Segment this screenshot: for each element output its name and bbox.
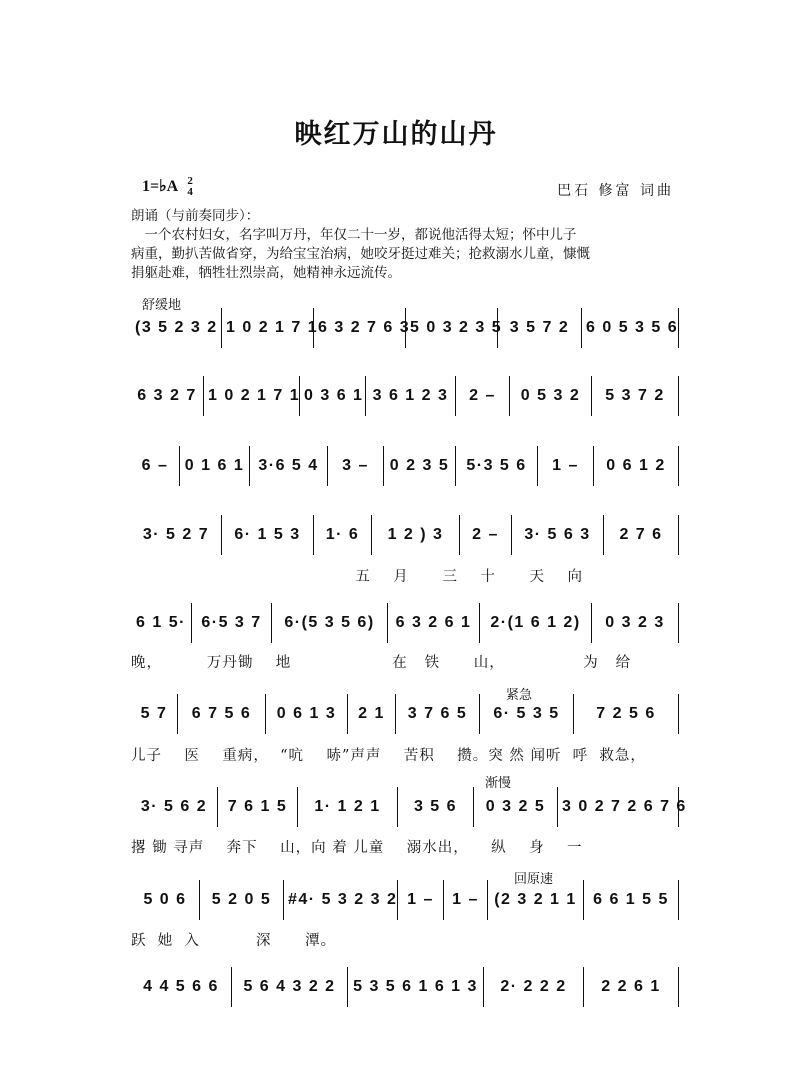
measure: 6 3 2 7: [137, 387, 197, 404]
measure: 3 5 6: [397, 787, 473, 827]
score-row-3: [131, 446, 679, 486]
measure: 2· 2 2 2: [483, 967, 583, 1007]
measure: 6 3 2 7 6 3: [313, 308, 405, 348]
measure: 1 2 ) 3: [371, 515, 459, 555]
lyrics-line: 跃 她 入 深 潭。: [131, 933, 337, 949]
measure: 0 2 3 5: [383, 446, 455, 486]
intro-line: 捐躯赴难，牺牲壮烈崇高，她精神永远流传。: [131, 265, 401, 281]
measure: 3 7 6 5: [395, 694, 479, 734]
lyrics-line: 晚， 万丹锄 地 在 铁 山， 为 给: [131, 655, 632, 671]
intro-line: 一个农村妇女，名字叫万丹，年仅二十一岁，都说他活得太短；怀中儿子: [131, 227, 577, 243]
measure: 0 3 2 5: [473, 787, 557, 827]
measure: 6 7 5 6: [177, 694, 265, 734]
measure: 3 –: [327, 446, 383, 486]
measure: 0 6 1 3: [265, 694, 347, 734]
tempo-mark: 回原速: [514, 872, 554, 887]
measure: 2·(1 6 1 2): [479, 603, 591, 643]
measure: #4· 5 3 2 3 2: [283, 880, 397, 920]
key-signature: [142, 176, 193, 198]
intro-heading: 朗诵（与前奏同步）：: [131, 208, 260, 224]
lyrics-line: 撂 锄 寻声 奔下 山，向 着 儿童 溺水出， 纵 身 一: [131, 840, 583, 856]
measure: 0 5 3 2: [509, 376, 591, 416]
measure: 3· 5 2 7: [142, 526, 210, 543]
measure: 5 0 6: [143, 891, 187, 908]
song-title: 映红万山的山丹: [294, 119, 498, 150]
intro-line: 病重，勤扒苦做省穿，为给宝宝治病，她咬牙挺过难关；抢救溺水儿童，慷慨: [131, 246, 590, 262]
measure: 2 7 6: [603, 515, 679, 555]
measure: 1 –: [397, 880, 443, 920]
measure: 6 3 2 6 1: [387, 603, 479, 643]
measure: 6 0 5 3 5 6: [581, 308, 679, 348]
score-row-8: [131, 880, 679, 920]
tempo-mark: 渐慢: [485, 776, 512, 791]
score-row-2: [131, 376, 679, 416]
measure: 3· 5 6 3: [511, 515, 603, 555]
author-credit: 巴石 修富 词曲: [557, 183, 674, 199]
measure: 3·6 5 4: [249, 446, 327, 486]
measure: 1 –: [443, 880, 487, 920]
time-signature: [187, 176, 193, 198]
measure: 5 7: [140, 705, 168, 722]
measure: 6· 5 3 5: [479, 694, 573, 734]
measure: 3· 5 6 2: [140, 798, 208, 815]
measure: 7 2 5 6: [573, 694, 679, 734]
score-row-1: [131, 308, 679, 348]
measure: 6 1 5·: [136, 614, 186, 631]
tempo-mark: 紧急: [506, 688, 533, 703]
recitation-intro: [131, 207, 681, 283]
measure: 6· 1 5 3: [221, 515, 313, 555]
measure: 0 1 6 1: [179, 446, 249, 486]
measure: 1 0 2 1 7 1: [221, 308, 313, 348]
measure: 0 3 6 1: [299, 376, 365, 416]
score-row-6: [131, 694, 679, 734]
measure: 6·(5 3 5 6): [271, 603, 387, 643]
measure: 5 3 5 6 1 6 1 3: [347, 967, 483, 1007]
measure: 1 –: [537, 446, 593, 486]
measure: 2 –: [455, 376, 509, 416]
lyrics-line: 五 月 三 十 天 向: [131, 569, 583, 585]
measure: 5 3 7 2: [591, 376, 679, 416]
measure: 5 0 3 2 3 5: [405, 308, 497, 348]
score-row-7: [131, 787, 687, 827]
score-row-5: [131, 603, 679, 643]
measure: (2 3 2 1 1: [487, 880, 583, 920]
tempo-mark: 舒缓地: [142, 298, 182, 313]
measure: 6·5 3 7: [191, 603, 271, 643]
measure: 1· 1 2 1: [297, 787, 397, 827]
measure: 6 6 1 5 5: [583, 880, 679, 920]
measure: 2 2 6 1: [583, 967, 679, 1007]
measure: 5·3 5 6: [455, 446, 537, 486]
measure: (3 5 2 3 2: [135, 319, 218, 336]
score-row-9: [131, 967, 679, 1007]
measure: 2 1: [347, 694, 395, 734]
measure: 3 6 1 2 3: [365, 376, 455, 416]
measure: 3 0 2 7 2 6 7 6: [557, 787, 679, 827]
measure: 1 0 2 1 7 1: [203, 376, 299, 416]
measure: 0 3 2 3: [591, 603, 679, 643]
measure: 5 6 4 3 2 2: [231, 967, 347, 1007]
measure: 1· 6: [313, 515, 371, 555]
measure: 3 5 7 2: [497, 308, 581, 348]
measure: 0 6 1 2: [593, 446, 679, 486]
measure: 5 2 0 5: [199, 880, 283, 920]
measure: 7 6 1 5: [217, 787, 297, 827]
measure: 2 –: [459, 515, 511, 555]
measure: 6 –: [141, 457, 169, 474]
time-signature-bottom: 4: [187, 186, 193, 199]
key-label: 1=♭A: [142, 178, 178, 195]
time-signature-top: 2: [187, 175, 193, 188]
measure: 4 4 5 6 6: [143, 978, 219, 995]
score-row-4: [131, 515, 679, 555]
lyrics-line: 儿子 医 重病， “吭 哧”声声 苦积 攒。突 然 闻听 呼 救急，: [131, 748, 646, 764]
